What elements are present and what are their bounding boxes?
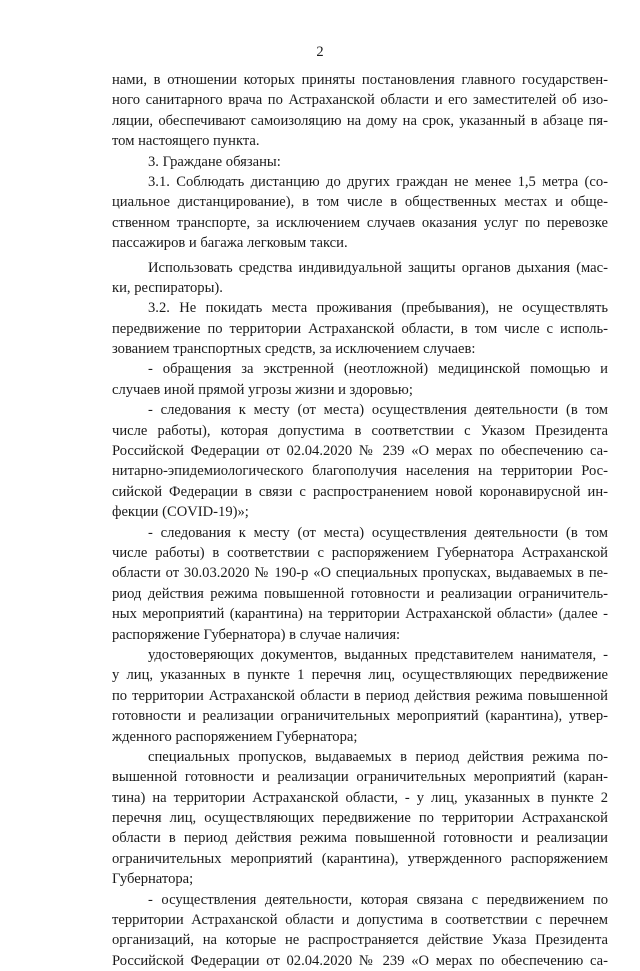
paragraph-line: ного санитарного врача по Астраханской области и его заместителей об изо- — [112, 92, 608, 109]
paragraph-line: 3.1. Соблюдать дистанцию до других граждан не менее 1,5 метра (со- — [148, 173, 608, 190]
paragraph-line: распоряжение Губернатора) в случае наличия: — [112, 626, 401, 643]
paragraph — [112, 523, 608, 645]
paragraph-line: - следования к месту (от места) осуществления деятельности (в том — [148, 402, 608, 419]
paragraph-line: ляции, обеспечивают самоизоляцию на дому на срок, указанный в абзаце пя- — [112, 112, 608, 129]
paragraph-line: случаев иной прямой угрозы жизни и здоровью; — [112, 381, 413, 398]
paragraph-line: ограничительных мероприятий (карантина), утвержденного распоряжением — [112, 850, 608, 867]
paragraph-line: риод действия режима повышенной готовности и реализации ограничитель- — [112, 585, 608, 602]
paragraph-line: готовности и реализации ограничительных мероприятий (карантина), утвер- — [112, 708, 608, 725]
paragraph-line: передвижение по территории Астраханской области, в том числе с исполь- — [112, 320, 608, 337]
paragraph-line: области от 30.03.2020 № 190-р «О специальных пропусках, выдаваемых в пе- — [112, 565, 608, 582]
paragraph — [112, 359, 608, 400]
paragraph-line: фекции (COVID-19)»; — [112, 504, 249, 521]
paragraph-line: специальных пропусков, выдаваемых в период действия режима по- — [148, 748, 608, 765]
paragraph — [112, 172, 608, 254]
paragraph-line: том настоящего пункта. — [112, 133, 260, 150]
paragraph-line: нитарно-эпидемиологического благополучия населения на территории Рос- — [112, 463, 608, 480]
paragraph-line: организаций, на которые не распространяется действие Указа Президента — [112, 932, 608, 949]
paragraph-line: ных мероприятий (карантина) на территории Астраханской области» (далее - — [112, 606, 608, 623]
paragraph-line: - осуществления деятельности, которая связана с передвижением по — [148, 891, 608, 908]
paragraph-line: у лиц, указанных в пункте 1 перечня лиц, осуществляющих передвижение — [112, 667, 608, 684]
paragraph-line: удостоверяющих документов, выданных представителем нанимателя, - — [148, 646, 608, 663]
paragraph — [112, 152, 608, 172]
paragraph-line: тина) на территории Астраханской области, - у лиц, указанных в пункте 2 — [112, 789, 608, 806]
paragraph-line: Использовать средства индивидуальной защиты органов дыхания (мас- — [148, 259, 608, 276]
paragraph-line: Российской Федерации от 02.04.2020 № 239 «О мерах по обеспечению са- — [112, 443, 608, 460]
paragraph — [112, 645, 608, 747]
document-body — [112, 70, 608, 971]
paragraph — [112, 298, 608, 359]
paragraph-line: ственном транспорте, за исключением случаев оказания услуг по перевозке — [112, 214, 608, 231]
paragraph — [112, 890, 608, 971]
paragraph-line: перечня лиц, осуществляющих передвижение по территории Астраханской — [112, 810, 608, 827]
paragraph-line: 3.2. Не покидать места проживания (пребывания), не осуществлять — [148, 300, 608, 317]
paragraph-line: 3. Граждане обязаны: — [148, 153, 281, 170]
paragraph-line: территории Астраханской области и допустима в соответствии с перечнем — [112, 912, 608, 929]
paragraph-line: области в период действия режима повышенной готовности и реализации — [112, 830, 608, 847]
paragraph-line: нами, в отношении которых приняты постановления главного государствен- — [112, 72, 608, 88]
paragraph-line: ки, респираторы). — [112, 279, 223, 296]
paragraph-line: циальное дистанцирование), в том числе в общественных местах и обще- — [112, 194, 608, 211]
paragraph-line: - обращения за экстренной (неотложной) медицинской помощью и — [148, 361, 608, 378]
paragraph-line: числе работы), которая допустима в соответствии с Указом Президента — [112, 422, 608, 439]
paragraph-line: по территории Астраханской области в период действия режима повышенной — [112, 687, 608, 704]
paragraph — [112, 70, 608, 152]
paragraph-line: сийской Федерации в связи с распространением новой коронавирусной ин- — [112, 483, 608, 500]
paragraph-line: вышенной готовности и реализации ограничительных мероприятий (каран- — [112, 769, 608, 786]
paragraph-line: - следования к месту (от места) осуществления деятельности (в том — [148, 524, 608, 541]
paragraph — [112, 258, 608, 299]
paragraph-line: Российской Федерации от 02.04.2020 № 239 «О мерах по обеспечению са- — [112, 952, 608, 969]
paragraph-line: числе работы) в соответствии с распоряжением Губернатора Астраханской — [112, 544, 608, 561]
paragraph — [112, 400, 608, 522]
paragraph-line: пассажиров и багажа легковым такси. — [112, 235, 348, 252]
page-number: 2 — [316, 44, 324, 60]
paragraph-line: жденного распоряжением Губернатора; — [112, 728, 358, 745]
paragraph-line: Губернатора; — [112, 871, 194, 888]
paragraph-line: зованием транспортных средств, за исключением случаев: — [112, 341, 476, 358]
paragraph — [112, 747, 608, 890]
